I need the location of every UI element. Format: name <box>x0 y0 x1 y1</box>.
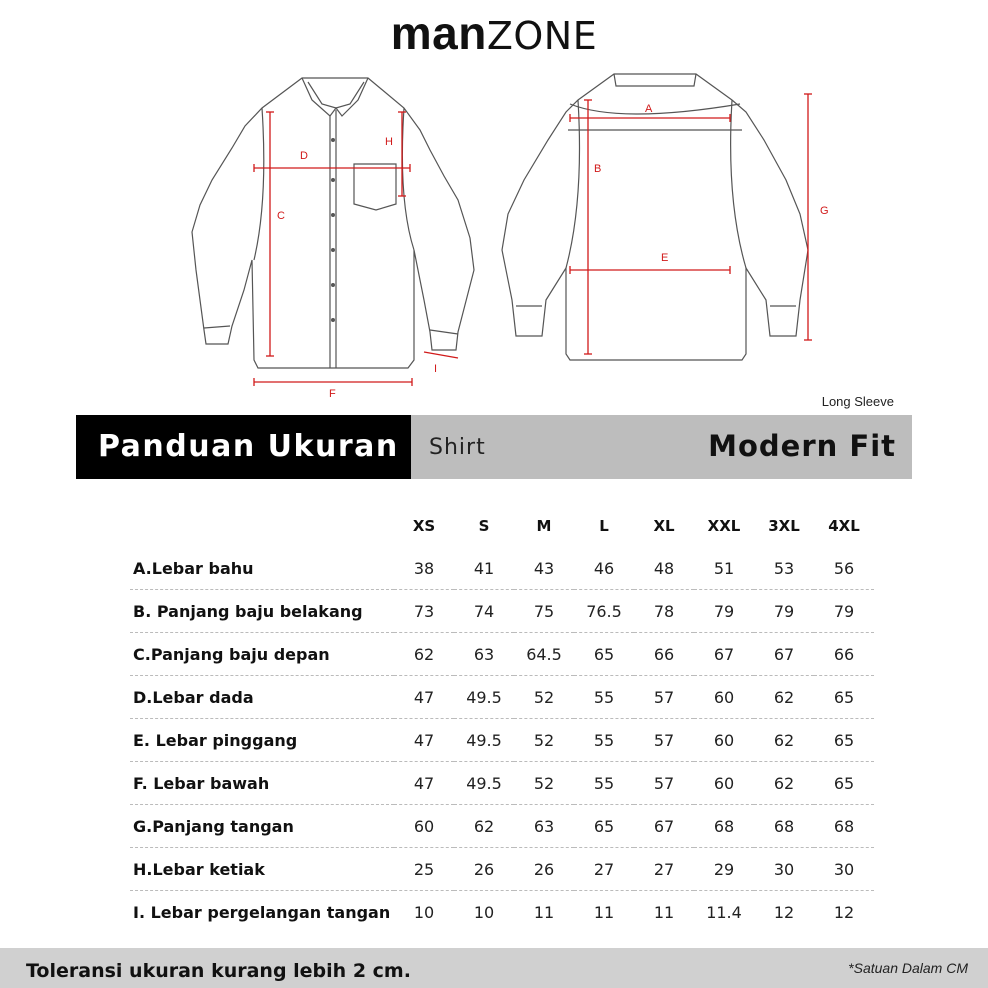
measurement-value: 12 <box>833 902 855 922</box>
measurement-label: B. Panjang baju belakang <box>130 590 394 633</box>
measurement-value: 10 <box>413 902 435 922</box>
measurement-label: F. Lebar bawah <box>130 762 394 805</box>
measurement-value: 30 <box>754 848 814 891</box>
label-d: D <box>300 150 308 162</box>
measurement-value: 62 <box>754 762 814 805</box>
header-band <box>411 415 912 479</box>
measurement-value: 62 <box>394 633 454 676</box>
measurement-value: 38 <box>394 547 454 590</box>
label-g: G <box>820 205 829 217</box>
measurement-value: 60 <box>694 719 754 762</box>
label-i: I <box>434 363 438 375</box>
measurement-lines <box>254 94 812 386</box>
measurement-labels <box>277 103 829 400</box>
table-row <box>130 805 874 848</box>
measurement-value: 76.5 <box>574 590 634 633</box>
measurement-value: 57 <box>634 762 694 805</box>
measurement-value: 60 <box>394 805 454 848</box>
label-e: E <box>661 252 669 264</box>
measurement-value: 52 <box>514 676 574 719</box>
shirt-diagram <box>0 0 988 410</box>
measurement-value: 43 <box>514 547 574 590</box>
measurement-value: 25 <box>394 848 454 891</box>
diagram-caption: Long Sleeve <box>821 394 894 409</box>
table-row <box>130 762 874 805</box>
fit-type: Modern Fit <box>708 429 896 463</box>
measurement-value: 12 <box>773 902 795 922</box>
label-h: H <box>385 136 393 148</box>
footer-bar <box>0 948 988 988</box>
measurement-value: 27 <box>574 848 634 891</box>
label-c: C <box>277 210 285 222</box>
tolerance-note: Toleransi ukuran kurang lebih 2 cm. <box>26 960 411 982</box>
back-shirt-outline <box>502 74 808 360</box>
table-row <box>130 547 874 590</box>
measurement-value: 62 <box>754 676 814 719</box>
measurement-value: 63 <box>454 633 514 676</box>
size-column-header: M <box>536 517 552 535</box>
label-f: F <box>329 388 336 400</box>
table-row <box>130 633 874 676</box>
measurement-value: 11 <box>593 902 615 922</box>
page-title: Panduan Ukuran <box>76 415 411 479</box>
measurement-value: 73 <box>394 590 454 633</box>
product-type: Shirt <box>429 435 486 460</box>
measurement-value: 66 <box>634 633 694 676</box>
measurement-label: G.Panjang tangan <box>130 805 394 848</box>
measurement-value: 75 <box>514 590 574 633</box>
front-shirt-outline <box>192 78 474 368</box>
unit-note: *Satuan Dalam CM <box>848 960 968 976</box>
size-header-row <box>130 505 874 547</box>
measurement-value: 68 <box>754 805 814 848</box>
table-row <box>130 719 874 762</box>
measurement-value: 53 <box>754 547 814 590</box>
measurement-value: 55 <box>574 762 634 805</box>
header-blank <box>130 505 394 547</box>
measurement-label: D.Lebar dada <box>130 676 394 719</box>
label-b: B <box>594 163 602 175</box>
measurement-value: 62 <box>454 805 514 848</box>
measurement-value: 26 <box>454 848 514 891</box>
measurement-value: 65 <box>814 676 874 719</box>
size-column-header: 4XL <box>828 517 860 535</box>
measurement-value: 64.5 <box>514 633 574 676</box>
measurement-value: 11 <box>533 902 555 922</box>
measurement-value: 30 <box>814 848 874 891</box>
brand-logo-bold: man <box>390 7 487 59</box>
measurement-value: 55 <box>574 676 634 719</box>
measurement-value: 46 <box>574 547 634 590</box>
measurement-value: 51 <box>694 547 754 590</box>
measurement-value: 65 <box>574 633 634 676</box>
measurement-value: 67 <box>754 633 814 676</box>
measurement-value: 74 <box>454 590 514 633</box>
measurement-value: 60 <box>694 762 754 805</box>
measurement-value: 62 <box>754 719 814 762</box>
front-buttons <box>331 138 335 322</box>
measurement-value: 79 <box>754 590 814 633</box>
size-column-header: XS <box>412 517 436 535</box>
measurement-label: I. Lebar pergelangan tangan <box>133 902 391 922</box>
size-column-header: XXL <box>707 517 741 535</box>
measurement-value: 47 <box>394 676 454 719</box>
table-row <box>130 676 874 719</box>
label-a: A <box>645 103 653 115</box>
size-column-header: XL <box>653 517 675 535</box>
measurement-value: 48 <box>634 547 694 590</box>
measurement-value: 60 <box>694 676 754 719</box>
measurement-value: 67 <box>634 805 694 848</box>
measurement-value: 47 <box>394 762 454 805</box>
table-row <box>130 891 874 934</box>
measurement-value: 63 <box>514 805 574 848</box>
measurement-value: 29 <box>694 848 754 891</box>
measurement-value: 65 <box>574 805 634 848</box>
table-row <box>130 848 874 891</box>
measurement-value: 11.4 <box>706 902 742 922</box>
measurement-label: H.Lebar ketiak <box>130 848 394 891</box>
measurement-value: 26 <box>514 848 574 891</box>
measurement-value: 27 <box>634 848 694 891</box>
measurement-value: 55 <box>574 719 634 762</box>
measurement-value: 52 <box>514 719 574 762</box>
measurement-value: 10 <box>473 902 495 922</box>
measurement-label: E. Lebar pinggang <box>130 719 394 762</box>
brand-logo-light: ZONE <box>486 14 598 58</box>
measurement-value: 65 <box>814 719 874 762</box>
measurement-label: A.Lebar bahu <box>130 547 394 590</box>
table-row <box>130 590 874 633</box>
measurement-value: 79 <box>814 590 874 633</box>
measurement-value: 68 <box>814 805 874 848</box>
measurement-value: 67 <box>694 633 754 676</box>
measurement-value: 57 <box>634 676 694 719</box>
measurement-value: 49.5 <box>454 676 514 719</box>
measurement-value: 57 <box>634 719 694 762</box>
measurement-value: 68 <box>694 805 754 848</box>
measurement-value: 78 <box>634 590 694 633</box>
measurement-label: C.Panjang baju depan <box>130 633 394 676</box>
measurement-value: 79 <box>694 590 754 633</box>
measurement-value: 56 <box>814 547 874 590</box>
size-column-header: S <box>478 517 490 535</box>
size-column-header: L <box>599 517 609 535</box>
measurement-value: 49.5 <box>454 762 514 805</box>
measurement-value: 66 <box>814 633 874 676</box>
measurement-value: 47 <box>394 719 454 762</box>
measurement-value: 52 <box>514 762 574 805</box>
measurement-value: 11 <box>653 902 675 922</box>
size-table <box>130 505 874 933</box>
measurement-value: 41 <box>454 547 514 590</box>
measurement-value: 65 <box>814 762 874 805</box>
measurement-value: 49.5 <box>454 719 514 762</box>
size-column-header: 3XL <box>768 517 800 535</box>
